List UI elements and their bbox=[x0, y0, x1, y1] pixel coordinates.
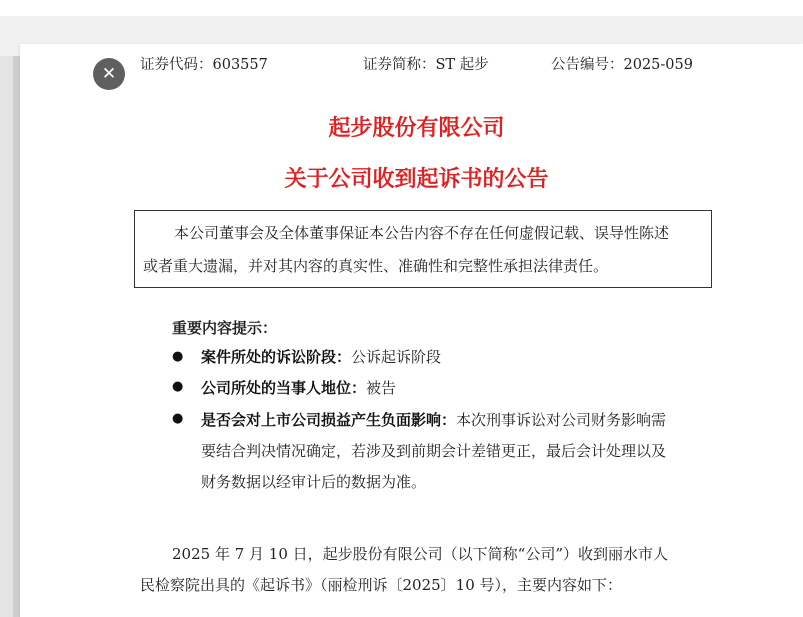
summary-item-value: 公诉起诉阶段 bbox=[351, 348, 442, 366]
summary-item-label: 公司所处的当事人地位： bbox=[201, 379, 367, 397]
announcement-title: 关于公司收到起诉书的公告 bbox=[284, 167, 549, 192]
summary-item-party-status bbox=[201, 377, 396, 398]
close-button[interactable] bbox=[93, 58, 125, 90]
company-title: 起步股份有限公司 bbox=[328, 116, 505, 141]
summary-heading: 重要内容提示： bbox=[172, 319, 278, 337]
bullet-icon: ● bbox=[172, 379, 184, 394]
disclaimer-line: 本公司董事会及全体董事保证本公告内容不存在任何虚假记载、误导性陈述 bbox=[174, 224, 670, 242]
summary-item-value: 被告 bbox=[366, 379, 397, 397]
top-bar bbox=[0, 0, 803, 16]
body-paragraph-line: 2025 年 7 月 10 日，起步股份有限公司（以下简称“公司”）收到丽水市人 bbox=[172, 545, 668, 563]
summary-item-label: 案件所处的诉讼阶段： bbox=[201, 348, 352, 366]
summary-item-financial-impact bbox=[201, 409, 666, 430]
summary-item-label: 是否会对上市公司损益产生负面影响： bbox=[201, 411, 457, 429]
body-paragraph-line: 民检察院出具的《起诉书》（丽检刑诉〔2025〕10 号），主要内容如下： bbox=[140, 576, 623, 594]
stock-code: 证券代码：603557 bbox=[140, 57, 268, 73]
bullet-icon: ● bbox=[172, 349, 184, 364]
disclaimer-line: 或者重大遗漏，并对其内容的真实性、准确性和完整性承担法律责任。 bbox=[143, 257, 609, 275]
stock-abbreviation: 证券简称：ST 起步 bbox=[363, 57, 489, 73]
close-icon: ✕ bbox=[101, 64, 117, 84]
announcement-number: 公告编号：2025-059 bbox=[551, 57, 693, 73]
summary-item-litigation-stage bbox=[201, 346, 441, 367]
summary-item-continuation: 财务数据以经审计后的数据为准。 bbox=[201, 473, 427, 491]
summary-item-continuation: 要结合判决情况确定，若涉及到前期会计差错更正，最后会计处理以及 bbox=[201, 442, 667, 460]
bullet-icon: ● bbox=[172, 411, 184, 426]
summary-item-value: 本次刑事诉讼对公司财务影响需 bbox=[456, 411, 667, 429]
